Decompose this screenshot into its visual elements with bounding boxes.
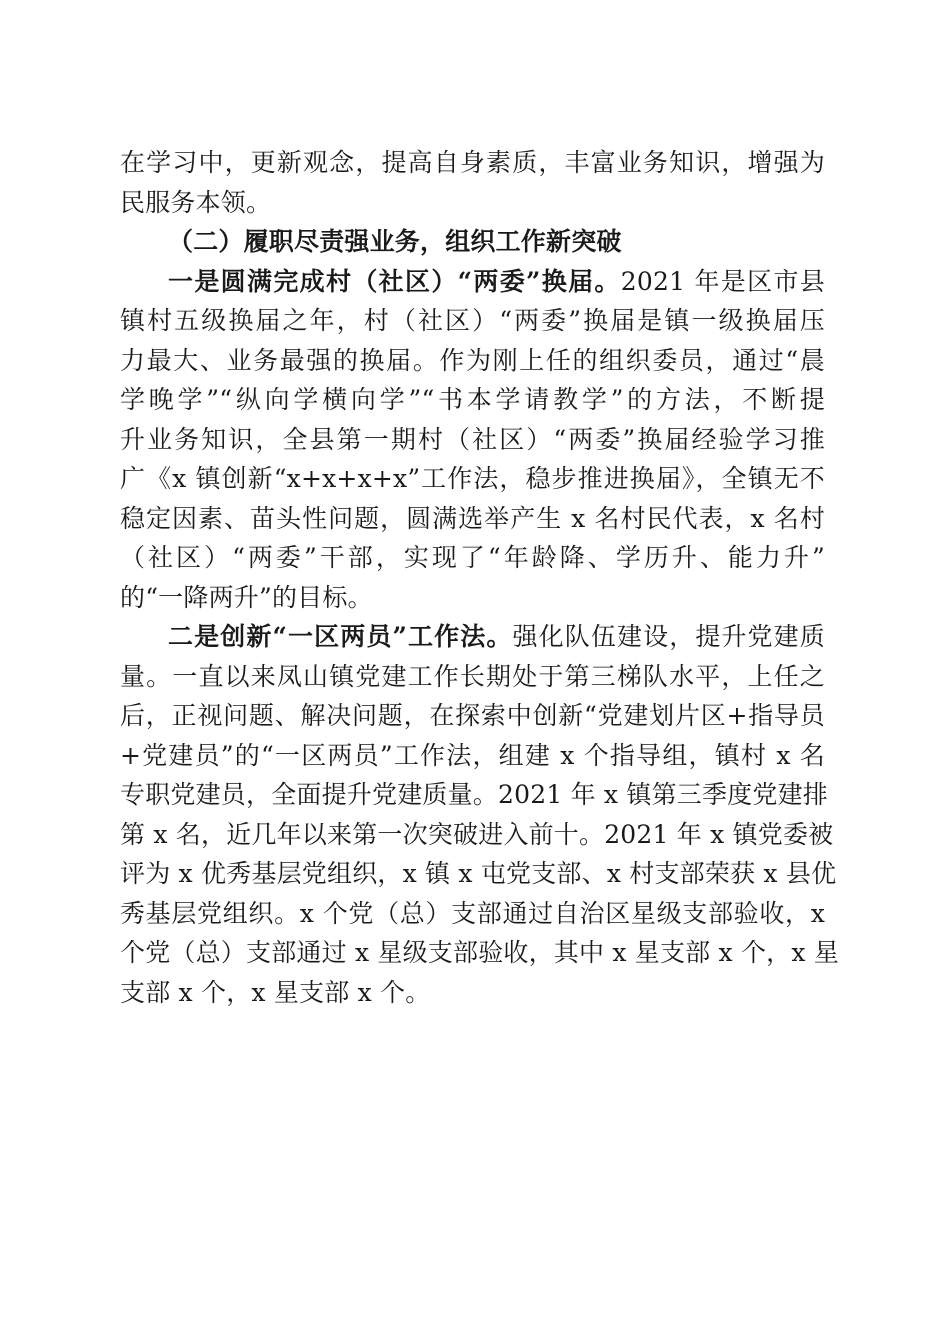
para1-line: 力最大、业务最强的换届。作为刚上任的组织委员，通过“晨 <box>120 345 825 375</box>
document-body <box>120 143 840 1012</box>
para2-first-line-rest: 强化队伍建设，提升党建质 <box>512 622 826 651</box>
para1-first-line-rest: 2021 年是区市县 <box>620 266 825 296</box>
para1-lead: 一是圆满完成村（社区）“两委”换届。 <box>168 266 621 296</box>
para2-line: 秀基层党组织。x 个党（总）支部通过自治区星级支部验收，x <box>120 898 825 928</box>
para1-line: 广《x 镇创新“x+x+x+x”工作法，稳步推进换届》，全镇无不 <box>120 464 825 493</box>
para2-line: +党建员”的“一区两员”工作法，组建 x 个指导组，镇村 x 名 <box>120 740 825 770</box>
para1-line: 的“一降两升”的目标。 <box>120 582 373 612</box>
section-heading: （二）履职尽责强业务，组织工作新突破 <box>168 227 622 256</box>
intro-line-1: 在学习中，更新观念，提高自身素质，丰富业务知识，增强为 <box>120 148 825 177</box>
para2-line: 支部 x 个，x 星支部 x 个。 <box>120 977 431 1007</box>
intro-line-2: 民服务本领。 <box>120 187 272 217</box>
para1-line: （社区）“两委”干部，实现了“年龄降、学历升、能力升” <box>120 543 825 572</box>
para1-line: 稳定因素、苗头性问题，圆满选举产生 x 名村民代表，x 名村 <box>120 503 825 533</box>
para1-line: 学晚学”“纵向学横向学”“书本学请教学”的方法，不断提 <box>120 385 825 414</box>
para2-line: 评为 x 优秀基层党组织，x 镇 x 屯党支部、x 村支部荣获 x 县优 <box>120 859 837 888</box>
para1-first-line <box>120 262 825 302</box>
para1-line: 镇村五级换届之年，村（社区）“两委”换届是镇一级换届压 <box>120 306 825 335</box>
para2-line: 后，正视问题、解决问题，在探索中创新“党建划片区+指导员 <box>120 701 825 730</box>
para2-lead: 二是创新“一区两员”工作法。 <box>168 622 513 651</box>
para2-line: 第 x 名，近几年以来第一次突破进入前十。2021 年 x 镇党委被 <box>120 819 834 849</box>
para1-line: 升业务知识，全县第一期村（社区）“两委”换届经验学习推 <box>120 424 825 454</box>
para2-line: 专职党建员，全面提升党建质量。2021 年 x 镇第三季度党建排 <box>120 780 828 809</box>
para2-line: 量。一直以来凤山镇党建工作长期处于第三梯队水平，上任之 <box>120 661 825 691</box>
para2-first-line <box>120 617 825 657</box>
para2-line: 个党（总）支部通过 x 星级支部验收，其中 x 星支部 x 个，x 星 <box>120 938 840 967</box>
